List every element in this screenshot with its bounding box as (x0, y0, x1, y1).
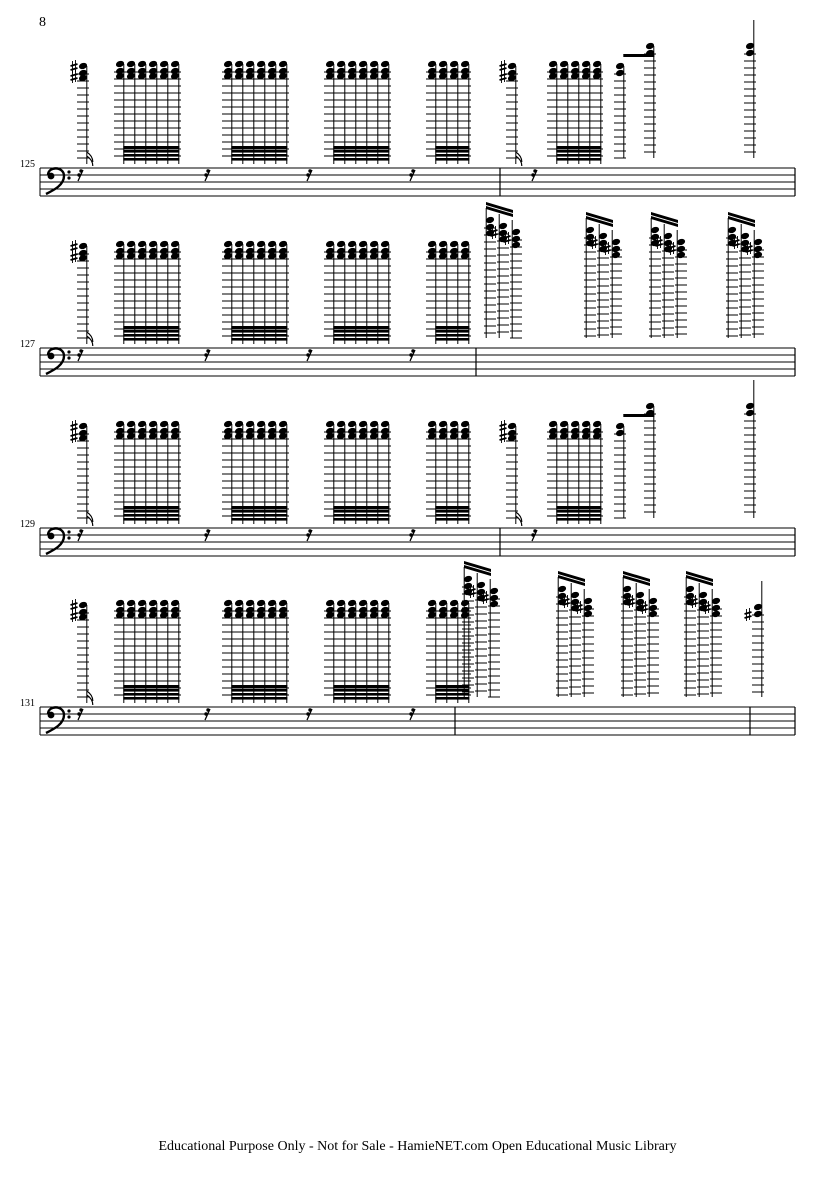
sharp-icon (71, 70, 78, 83)
beam (435, 146, 469, 149)
beam (231, 326, 287, 329)
sharp-stroke (71, 254, 78, 256)
beam (231, 154, 287, 157)
measure-number: 131 (20, 698, 35, 709)
bass-clef-dot (67, 176, 70, 179)
beam (623, 414, 654, 417)
sharp-icon (71, 599, 78, 612)
bass-clef-curve (46, 707, 64, 733)
bass-clef-dot (48, 173, 55, 180)
beam (556, 146, 601, 149)
beam (123, 146, 179, 149)
sharp-icon (71, 250, 78, 263)
beam (623, 54, 654, 57)
sharp-stroke (71, 244, 78, 246)
sharp-stroke (71, 74, 78, 76)
beam (123, 330, 179, 333)
sharp-stroke (71, 613, 78, 615)
bass-clef-dot (67, 530, 70, 533)
sharp-stroke (500, 68, 507, 70)
beam (123, 510, 179, 513)
bass-clef-dot (67, 170, 70, 173)
page-number: 8 (39, 15, 46, 30)
beam (123, 693, 179, 696)
sharp-icon (71, 60, 78, 73)
beam (123, 334, 179, 337)
staff-system (40, 380, 795, 556)
beam (123, 518, 179, 521)
beam (556, 158, 601, 161)
beam (435, 334, 469, 337)
beam (231, 146, 287, 149)
beam (435, 506, 469, 509)
beam (333, 510, 389, 513)
sharp-icon (745, 608, 752, 621)
beam (123, 506, 179, 509)
beam (231, 689, 287, 692)
sharp-stroke (71, 68, 78, 70)
sharp-stroke (71, 424, 78, 426)
bass-clef-dot (48, 353, 55, 360)
beam (556, 514, 601, 517)
sharp-icon (71, 420, 78, 433)
beam (231, 518, 287, 521)
beam (333, 338, 389, 341)
beam (435, 150, 469, 153)
sharp-stroke (71, 607, 78, 609)
bass-clef-curve (46, 528, 64, 554)
sharp-stroke (71, 617, 78, 619)
sharp-icon (71, 609, 78, 622)
beam (123, 326, 179, 329)
bass-clef-icon (46, 348, 71, 374)
sharp-icon (71, 240, 78, 253)
footer-notice: Educational Purpose Only - Not for Sale - HamieNET.com Open Educational Music Library (158, 1139, 677, 1154)
measure-number: 125 (20, 159, 35, 170)
beam (556, 150, 601, 153)
beam (556, 510, 601, 513)
sharp-stroke (500, 74, 507, 76)
beam (333, 330, 389, 333)
beam (556, 506, 601, 509)
beam (333, 158, 389, 161)
beam (333, 514, 389, 517)
beam (435, 697, 469, 700)
bass-clef-icon (46, 528, 71, 554)
beam (435, 518, 469, 521)
beam (435, 158, 469, 161)
measure-number: 129 (20, 519, 35, 530)
beam (123, 154, 179, 157)
beam (333, 685, 389, 688)
beam (231, 330, 287, 333)
beam (231, 693, 287, 696)
sharp-stroke (71, 428, 78, 430)
sharp-icon (500, 420, 507, 433)
beam (333, 154, 389, 157)
beam (231, 158, 287, 161)
sharp-stroke (71, 64, 78, 66)
beam (333, 146, 389, 149)
bass-clef-icon (46, 707, 71, 733)
beam (123, 689, 179, 692)
beam (231, 697, 287, 700)
beam (333, 334, 389, 337)
beam (333, 518, 389, 521)
beam (123, 514, 179, 517)
bass-clef-curve (46, 348, 64, 374)
beam (231, 510, 287, 513)
sharp-icon (500, 70, 507, 83)
beam (435, 510, 469, 513)
sharp-stroke (71, 78, 78, 80)
bass-clef-curve (46, 168, 64, 194)
beam (123, 685, 179, 688)
sharp-stroke (500, 424, 507, 426)
beam (231, 334, 287, 337)
bass-clef-dot (48, 533, 55, 540)
bass-clef-dot (67, 350, 70, 353)
bass-clef-dot (67, 536, 70, 539)
bass-clef-dot (67, 715, 70, 718)
sharp-stroke (500, 64, 507, 66)
beam (333, 689, 389, 692)
sharp-stroke (71, 603, 78, 605)
sharp-stroke (745, 612, 752, 614)
staff-system (40, 561, 795, 735)
beam (123, 697, 179, 700)
sharp-stroke (500, 428, 507, 430)
staff-system (40, 202, 795, 376)
sharp-stroke (71, 248, 78, 250)
sharp-stroke (71, 434, 78, 436)
beam (556, 154, 601, 157)
bass-clef-dot (67, 709, 70, 712)
beam (231, 685, 287, 688)
beam (435, 154, 469, 157)
beam (123, 150, 179, 153)
bass-clef-icon (46, 168, 71, 194)
beam (333, 697, 389, 700)
beam (231, 506, 287, 509)
beam (435, 514, 469, 517)
sharp-icon (71, 430, 78, 443)
beam (333, 693, 389, 696)
bass-clef-dot (48, 712, 55, 719)
sharp-icon (500, 430, 507, 443)
beam (435, 338, 469, 341)
beam (123, 158, 179, 161)
sharp-stroke (71, 258, 78, 260)
beam (333, 150, 389, 153)
sharp-stroke (745, 616, 752, 618)
beam (231, 338, 287, 341)
beam (556, 518, 601, 521)
sharp-stroke (500, 78, 507, 80)
measure-number: 127 (20, 339, 35, 350)
beam (123, 338, 179, 341)
sharp-stroke (500, 438, 507, 440)
beam (231, 514, 287, 517)
beam (333, 506, 389, 509)
sharp-stroke (71, 438, 78, 440)
bass-clef-dot (67, 356, 70, 359)
beam (231, 150, 287, 153)
sharp-icon (500, 60, 507, 73)
beam (435, 330, 469, 333)
sharp-stroke (500, 434, 507, 436)
beam (435, 326, 469, 329)
beam (333, 326, 389, 329)
staff-system (40, 20, 795, 196)
